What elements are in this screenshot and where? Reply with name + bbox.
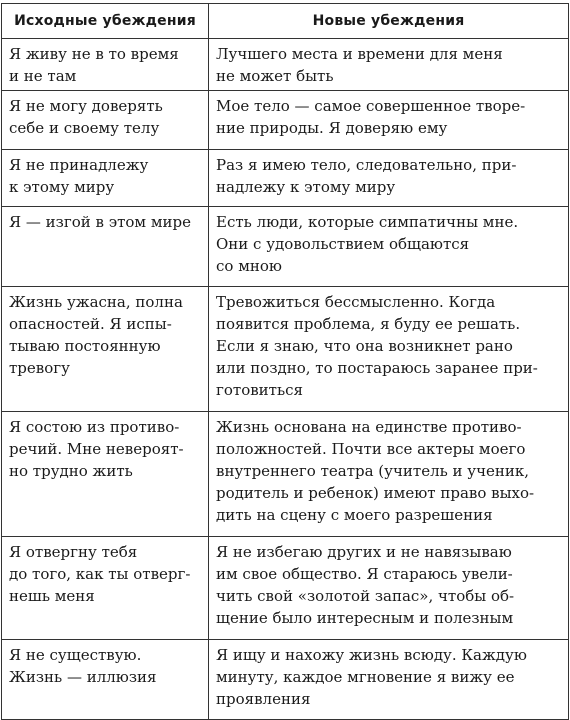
cell-line: до того, как ты отверг- (9, 565, 191, 583)
new-belief-cell (209, 91, 569, 150)
cell-line: готовиться (216, 381, 303, 399)
cell-line: и не там (9, 67, 77, 85)
cell-line: Лучшего места и времени для меня (216, 45, 503, 63)
cell-line: Я не могу доверять (9, 97, 163, 115)
cell-line: Я ищу и нахожу жизнь всюду. Каждую (216, 646, 527, 664)
beliefs-table (1, 3, 569, 720)
new-belief-cell (209, 640, 569, 720)
cell-line: тревогу (9, 359, 70, 377)
cell-line: к этому миру (9, 178, 115, 196)
table-row (2, 91, 569, 150)
cell-line: внутреннего театра (учитель и ученик, (216, 462, 530, 480)
cell-line: проявления (216, 690, 311, 708)
cell-line: речий. Мне невероят- (9, 440, 184, 458)
old-belief-cell (2, 207, 209, 287)
new-belief-cell (209, 39, 569, 91)
cell-line: Я не принадлежу (9, 156, 149, 174)
cell-line: Жизнь ужасна, полна (9, 293, 183, 311)
cell-line: Раз я имею тело, следовательно, при- (216, 156, 517, 174)
cell-line: тываю постоянную (9, 337, 161, 355)
old-belief-cell (2, 91, 209, 150)
cell-line: родитель и ребенок) имеют право выхо- (216, 484, 535, 502)
old-belief-cell (2, 537, 209, 640)
cell-line: опасностей. Я испы- (9, 315, 172, 333)
cell-line: но трудно жить (9, 462, 133, 480)
cell-line: минуту, каждое мгновение я вижу ее (216, 668, 515, 686)
old-belief-cell (2, 287, 209, 412)
table-row (2, 640, 569, 720)
cell-line: не может быть (216, 67, 334, 85)
cell-line: Они с удовольствием общаются (216, 235, 470, 253)
cell-line: чить свой «золотой запас», чтобы об- (216, 587, 515, 605)
cell-line: Если я знаю, что она возникнет рано (216, 337, 513, 355)
cell-line: Я не существую. (9, 646, 142, 664)
header-new-beliefs: Новые убеждения (209, 4, 569, 39)
cell-line: Жизнь основана на единстве противо- (216, 418, 522, 436)
cell-line: Тревожиться бессмысленно. Когда (216, 293, 496, 311)
cell-line: Я — изгой в этом мире (9, 213, 192, 231)
new-belief-cell (209, 412, 569, 537)
cell-line: себе и своему телу (9, 119, 160, 137)
cell-line: Я отвергну тебя (9, 543, 138, 561)
cell-line: положностей. Почти все актеры моего (216, 440, 526, 458)
cell-line: дить на сцену с моего разрешения (216, 506, 493, 524)
cell-line: надлежу к этому миру (216, 178, 396, 196)
old-belief-cell (2, 39, 209, 91)
old-belief-cell (2, 150, 209, 207)
table-row (2, 150, 569, 207)
new-belief-cell (209, 287, 569, 412)
cell-line: Я не избегаю других и не навязываю (216, 543, 512, 561)
table-row (2, 537, 569, 640)
new-belief-cell (209, 207, 569, 287)
table-row (2, 207, 569, 287)
cell-line: Жизнь — иллюзия (9, 668, 157, 686)
old-belief-cell (2, 412, 209, 537)
new-belief-cell (209, 537, 569, 640)
new-belief-cell (209, 150, 569, 207)
old-belief-cell (2, 640, 209, 720)
cell-line: Я состою из противо- (9, 418, 180, 436)
cell-line: Есть люди, которые симпатичны мне. (216, 213, 519, 231)
table-row (2, 39, 569, 91)
cell-line: им свое общество. Я стараюсь увели- (216, 565, 513, 583)
cell-line: Мое тело — самое совершенное творе- (216, 97, 526, 115)
table-row (2, 287, 569, 412)
cell-line: Я живу не в то время (9, 45, 179, 63)
cell-line: ние природы. Я доверяю ему (216, 119, 448, 137)
header-old-beliefs: Исходные убеждения (2, 4, 209, 39)
cell-line: щение было интересным и полезным (216, 609, 514, 627)
cell-line: появится проблема, я буду ее решать. (216, 315, 521, 333)
cell-line: или поздно, то постараюсь заранее при- (216, 359, 538, 377)
header-row (2, 4, 569, 39)
table-row (2, 412, 569, 537)
cell-line: со мною (216, 257, 282, 275)
cell-line: нешь меня (9, 587, 95, 605)
